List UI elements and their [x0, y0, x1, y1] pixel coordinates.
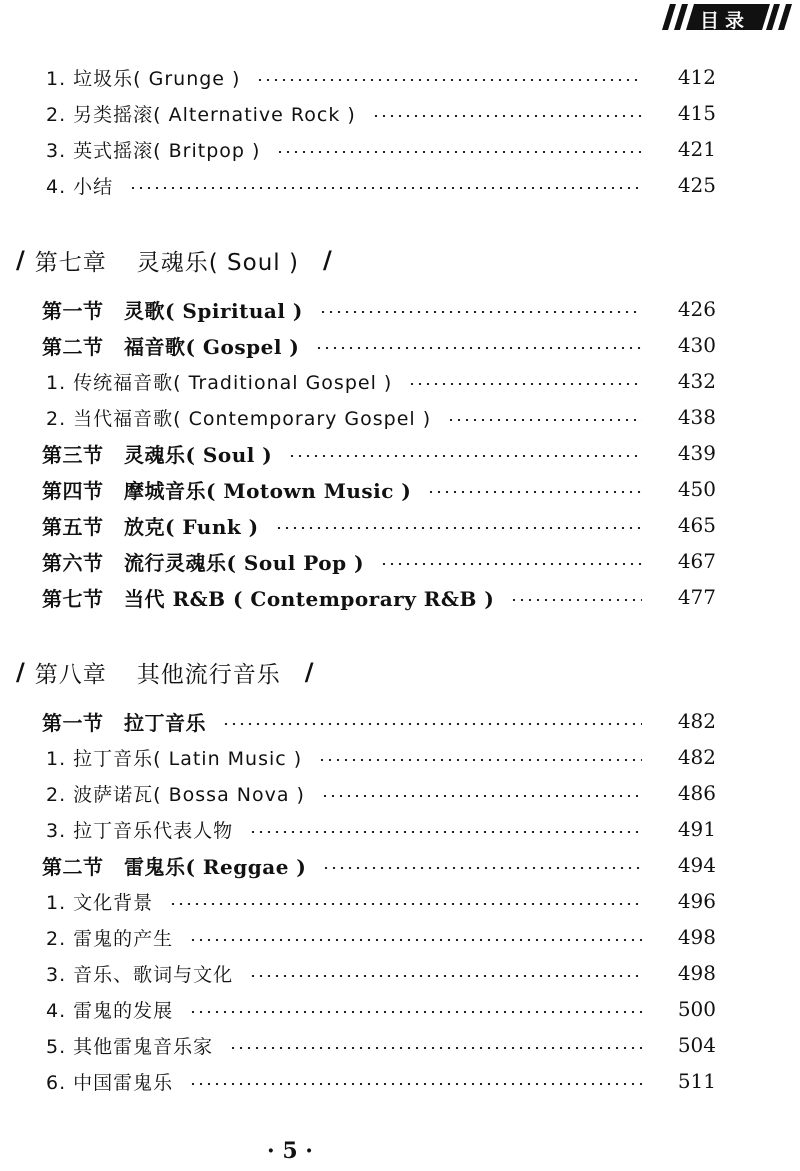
- toc-entry-label: 4. 雷鬼的发展: [46, 999, 174, 1022]
- toc-entry-page: 465: [677, 513, 716, 537]
- toc-entry[interactable]: [42, 958, 716, 988]
- toc-entry-page: 467: [677, 549, 716, 573]
- toc-entry-page: 500: [677, 997, 716, 1021]
- toc-entry[interactable]: [42, 438, 716, 468]
- toc-entry-page: 450: [677, 477, 716, 501]
- toc-entry-label: 2. 另类摇滚( Alternative Rock ): [46, 103, 356, 126]
- toc-entry-label: 6. 中国雷鬼乐: [46, 1071, 174, 1094]
- slash-mark: /: [304, 658, 314, 686]
- toc-entry-label: 第二节 雷鬼乐( Reggae ): [42, 854, 307, 879]
- dot-leader: [222, 723, 642, 725]
- toc-entry[interactable]: [42, 706, 716, 736]
- toc-entry-page: 438: [677, 405, 716, 429]
- dot-leader: [189, 1083, 642, 1085]
- toc-entry[interactable]: [42, 742, 716, 772]
- dot-leader: [256, 79, 642, 81]
- toc-entry[interactable]: [42, 366, 716, 396]
- toc-entry-label: 1. 拉丁音乐( Latin Music ): [46, 747, 303, 770]
- dot-leader: [408, 383, 642, 385]
- toc-entry-label: 1. 文化背景: [46, 891, 154, 914]
- chapter-title: 灵魂乐( Soul ): [136, 249, 299, 276]
- dot-leader: [275, 527, 642, 529]
- toc-entry-label: 第三节 灵魂乐( Soul ): [42, 442, 273, 467]
- toc-entry-page: 491: [677, 817, 716, 841]
- toc-entry-label: 第七节 当代 R&B ( Contemporary R&B ): [42, 586, 495, 611]
- slash-mark: /: [16, 658, 25, 686]
- toc-entry[interactable]: [42, 922, 716, 952]
- toc-entry[interactable]: [42, 62, 716, 92]
- page-number: · 5 ·: [267, 1138, 313, 1164]
- dot-leader: [169, 903, 642, 905]
- slash-mark: /: [322, 246, 332, 274]
- toc-entry[interactable]: [42, 510, 716, 540]
- dot-leader: [249, 975, 642, 977]
- toc-entry-label: 第一节 拉丁音乐: [42, 710, 206, 735]
- toc-entry[interactable]: [42, 294, 716, 324]
- toc-entry-label: 第二节 福音歌( Gospel ): [42, 334, 300, 359]
- toc-entry-page: 426: [677, 297, 716, 321]
- toc-entry-label: 1. 传统福音歌( Traditional Gospel ): [46, 371, 393, 394]
- toc-entry-page: 439: [677, 441, 716, 465]
- toc-entry-page: 494: [677, 853, 716, 877]
- dot-leader: [380, 563, 642, 565]
- toc-entry-page: 415: [677, 101, 716, 125]
- toc-entry[interactable]: [42, 474, 716, 504]
- toc-entry-page: 412: [677, 65, 716, 89]
- toc-entry[interactable]: [42, 778, 716, 808]
- toc-entry[interactable]: [42, 546, 716, 576]
- toc-entry-label: 5. 其他雷鬼音乐家: [46, 1035, 214, 1058]
- toc-entry-page: 482: [677, 745, 716, 769]
- header-badge-text: 目录: [700, 10, 751, 32]
- dot-leader: [447, 419, 642, 421]
- toc-entry-page: 432: [677, 369, 716, 393]
- dot-leader: [229, 1047, 642, 1049]
- dot-leader: [288, 455, 642, 457]
- dot-leader: [510, 599, 642, 601]
- toc-entry-label: 4. 小结: [46, 175, 114, 198]
- toc-entry-page: 486: [677, 781, 716, 805]
- dot-leader: [322, 867, 642, 869]
- toc-entry-page: 504: [677, 1033, 716, 1057]
- toc-entry-label: 3. 音乐、歌词与文化: [46, 963, 234, 986]
- chapter-title: 其他流行音乐: [136, 661, 281, 688]
- chapter-heading-7[interactable]: [6, 243, 342, 277]
- toc-entry-page: 498: [677, 961, 716, 985]
- toc-entry-label: 第六节 流行灵魂乐( Soul Pop ): [42, 550, 365, 575]
- toc-entry-page: 482: [677, 709, 716, 733]
- toc-entry[interactable]: [42, 98, 716, 128]
- dot-leader: [189, 939, 642, 941]
- toc-entry-page: 430: [677, 333, 716, 357]
- toc-entry-label: 第五节 放克( Funk ): [42, 514, 259, 539]
- toc-entry[interactable]: [42, 1030, 716, 1060]
- toc-entry-label: 2. 当代福音歌( Contemporary Gospel ): [46, 407, 432, 430]
- toc-entry[interactable]: [42, 402, 716, 432]
- toc-entry[interactable]: [42, 582, 716, 612]
- toc-entry-page: 477: [677, 585, 716, 609]
- toc-entry[interactable]: [42, 814, 716, 844]
- toc-entry-label: 1. 垃圾乐( Grunge ): [46, 67, 241, 90]
- chapter-number: 第七章: [34, 249, 107, 276]
- dot-leader: [315, 347, 642, 349]
- dot-leader: [319, 311, 642, 313]
- dot-leader: [321, 795, 642, 797]
- toc-entry-page: 421: [677, 137, 716, 161]
- toc-entry[interactable]: [42, 134, 716, 164]
- toc-entry-label: 3. 拉丁音乐代表人物: [46, 819, 234, 842]
- toc-entry[interactable]: [42, 330, 716, 360]
- dot-leader: [276, 151, 642, 153]
- toc-entry-page: 425: [677, 173, 716, 197]
- toc-entry[interactable]: [42, 994, 716, 1024]
- toc-entry[interactable]: [42, 170, 716, 200]
- toc-entry-label: 第四节 摩城音乐( Motown Music ): [42, 478, 412, 503]
- toc-entry[interactable]: [42, 1066, 716, 1096]
- dot-leader: [189, 1011, 642, 1013]
- toc-entry-page: 498: [677, 925, 716, 949]
- dot-leader: [372, 115, 642, 117]
- slash-mark: /: [16, 246, 25, 274]
- chapter-heading-8[interactable]: [6, 655, 324, 689]
- dot-leader: [427, 491, 642, 493]
- toc-entry-label: 3. 英式摇滚( Britpop ): [46, 139, 261, 162]
- header-badge: [662, 4, 794, 30]
- toc-entry-page: 511: [677, 1069, 716, 1093]
- toc-entry-label: 第一节 灵歌( Spiritual ): [42, 298, 303, 323]
- chapter-number: 第八章: [34, 661, 107, 688]
- toc-entry-label: 2. 雷鬼的产生: [46, 927, 174, 950]
- dot-leader: [318, 759, 642, 761]
- dot-leader: [129, 187, 642, 189]
- toc-entry[interactable]: [42, 850, 716, 880]
- toc-entry-page: 496: [677, 889, 716, 913]
- toc-entry[interactable]: [42, 886, 716, 916]
- dot-leader: [249, 831, 642, 833]
- toc-entry-label: 2. 波萨诺瓦( Bossa Nova ): [46, 783, 305, 806]
